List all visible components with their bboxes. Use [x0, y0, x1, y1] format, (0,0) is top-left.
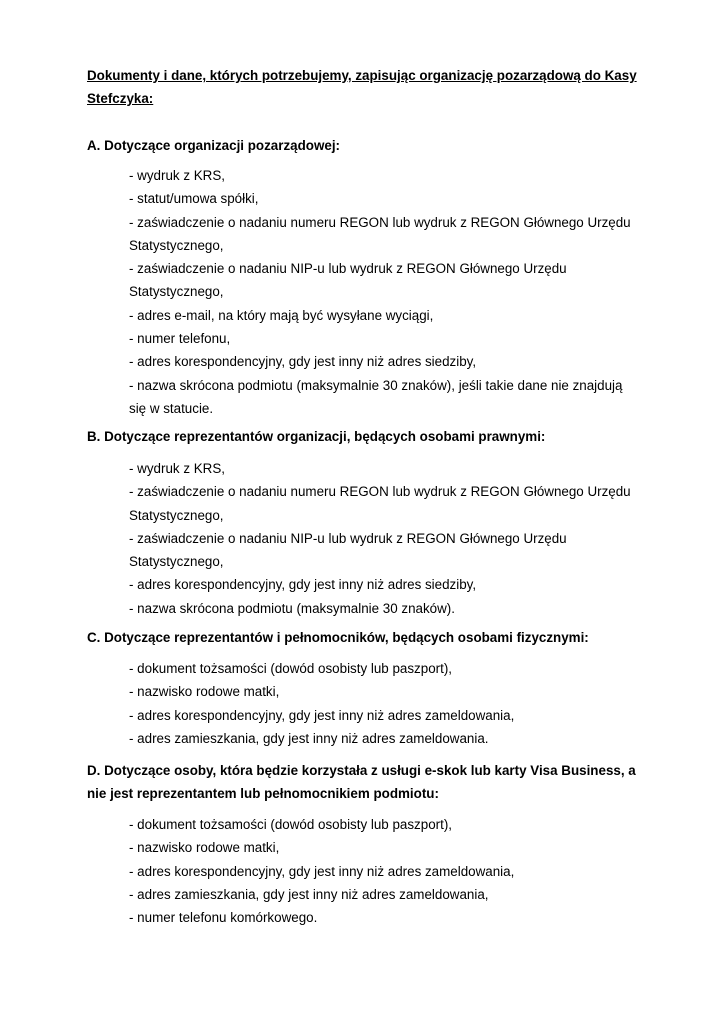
document-title: Dokumenty i dane, których potrzebujemy, zapisując organizację pozarządową do Kasy Stefczyka: [87, 68, 637, 106]
list-item: - wydruk z KRS, [129, 168, 225, 183]
list-item: - numer telefonu komórkowego. [129, 910, 318, 926]
list-item: - adres korespondencyjny, gdy jest inny niż adres siedziby, [129, 577, 477, 593]
list-item: - adres zamieszkania, gdy jest inny niż adres zameldowania, [129, 886, 489, 902]
section-c-heading: C. Dotyczące reprezentantów i pełnomocników, będących osobami fizycznymi: [87, 630, 589, 645]
section-c-list [129, 657, 639, 750]
section-a-list [129, 164, 639, 420]
list-item: - wydruk z KRS, [129, 461, 225, 476]
list-item: - zaświadczenie o nadaniu NIP-u lub wydruk z REGON Głównego Urzędu Statystycznego, [129, 261, 567, 300]
section-b-heading: B. Dotyczące reprezentantów organizacji, będących osobami prawnymi: [87, 429, 546, 444]
list-item: - numer telefonu, [129, 331, 231, 347]
list-item: - adres korespondencyjny, gdy jest inny niż adres zameldowania, [129, 863, 515, 879]
list-item: - dokument tożsamości (dowód osobisty lub paszport), [129, 817, 453, 832]
list-item: - nazwisko rodowe matki, [129, 684, 280, 700]
list-item: - adres korespondencyjny, gdy jest inny niż adres zameldowania, [129, 707, 515, 723]
list-item: - dokument tożsamości (dowód osobisty lub paszport), [129, 661, 453, 676]
section-d-heading: D. Dotyczące osoby, która będzie korzystała z usługi e-skok lub karty Visa Business, a nie jest reprezentantem lub pełnomocnikiem podmiotu: [87, 763, 636, 801]
list-item: - adres korespondencyjny, gdy jest inny niż adres siedziby, [129, 354, 477, 370]
list-item: - nazwisko rodowe matki, [129, 840, 280, 856]
list-item: - nazwa skrócona podmiotu (maksymalnie 30 znaków), jeśli takie dane nie znajdują się w statucie. [129, 377, 623, 416]
section-a-heading: A. Dotyczące organizacji pozarządowej: [87, 138, 340, 153]
section-b-list [129, 457, 639, 620]
list-item: - zaświadczenie o nadaniu numeru REGON lub wydruk z REGON Głównego Urzędu Statystycznego, [129, 214, 631, 253]
list-item: - statut/umowa spółki, [129, 191, 259, 207]
list-item: - zaświadczenie o nadaniu NIP-u lub wydruk z REGON Głównego Urzędu Statystycznego, [129, 530, 567, 570]
list-item: - adres zamieszkania, gdy jest inny niż adres zameldowania. [129, 730, 489, 746]
list-item: - adres e-mail, na który mają być wysyłane wyciągi, [129, 307, 434, 323]
list-item: - nazwa skrócona podmiotu (maksymalnie 30 znaków). [129, 600, 455, 616]
section-d-list [129, 813, 639, 929]
list-item: - zaświadczenie o nadaniu numeru REGON lub wydruk z REGON Głównego Urzędu Statystycznego, [129, 484, 631, 523]
